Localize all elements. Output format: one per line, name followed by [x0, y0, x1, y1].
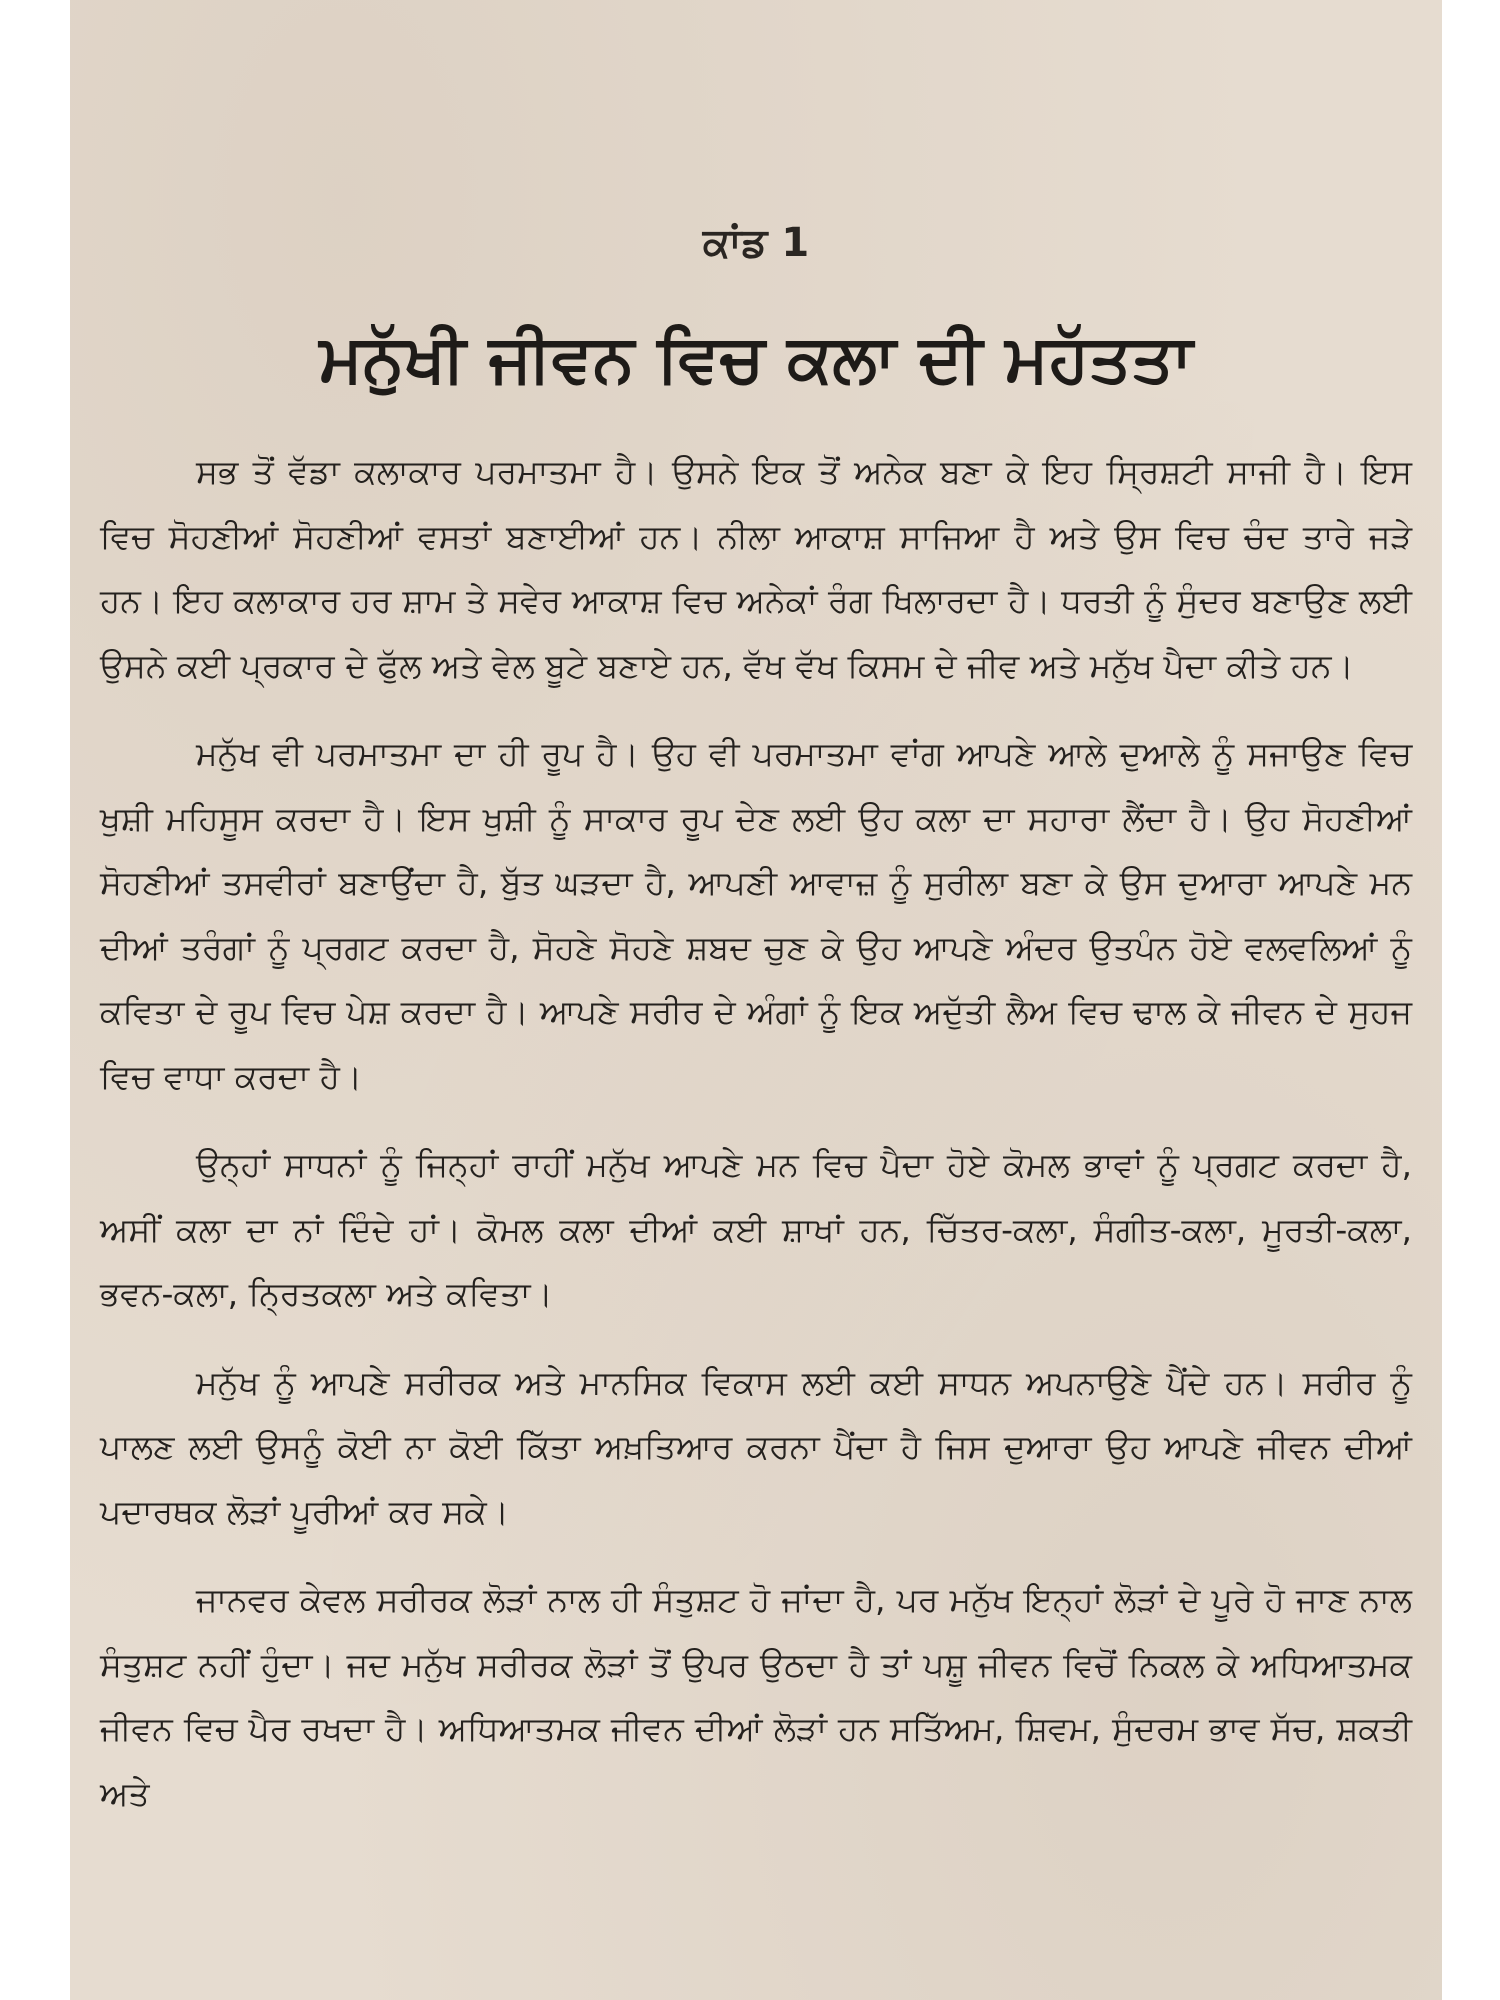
paragraph-2: ਮਨੁੱਖ ਵੀ ਪਰਮਾਤਮਾ ਦਾ ਹੀ ਰੂਪ ਹੈ। ਉਹ ਵੀ ਪਰਮਾਤਮਾ ਵਾਂਗ ਆਪਣੇ ਆਲੇ ਦੁਆਲੇ ਨੂੰ ਸਜਾਉਣ ਵਿਚ ਖੁਸ਼ੀ ਮਹਿਸੂਸ ਕਰਦਾ ਹੈ। ਇਸ ਖੁਸ਼ੀ ਨੂੰ ਸਾਕਾਰ ਰੂਪ ਦੇਣ ਲਈ ਉਹ ਕਲਾ ਦਾ ਸਹਾਰਾ ਲੈਂਦਾ ਹੈ। ਉਹ ਸੋਹਣੀਆਂ ਸੋਹਣੀਆਂ ਤਸਵੀਰਾਂ ਬਣਾਉਂਦਾ ਹੈ, ਬੁੱਤ ਘੜਦਾ ਹੈ, ਆਪਣੀ ਆਵਾਜ਼ ਨੂੰ ਸੁਰੀਲਾ ਬਣਾ ਕੇ ਉਸ ਦੁਆਰਾ ਆਪਣੇ ਮਨ ਦੀਆਂ ਤਰੰਗਾਂ ਨੂੰ ਪ੍ਰਗਟ ਕਰਦਾ ਹੈ, ਸੋਹਣੇ ਸੋਹਣੇ ਸ਼ਬਦ ਚੁਣ ਕੇ ਉਹ ਆਪਣੇ ਅੰਦਰ ਉਤਪੰਨ ਹੋਏ ਵਲਵਲਿਆਂ ਨੂੰ ਕਵਿਤਾ ਦੇ ਰੂਪ ਵਿਚ ਪੇਸ਼ ਕਰਦਾ ਹੈ। ਆਪਣੇ ਸਰੀਰ ਦੇ ਅੰਗਾਂ ਨੂੰ ਇਕ ਅਦੁੱਤੀ ਲੈਅ ਵਿਚ ਢਾਲ ਕੇ ਜੀਵਨ ਦੇ ਸੁਹਜ ਵਿਚ ਵਾਧਾ ਕਰਦਾ ਹੈ। — [100, 734, 1412, 1096]
paragraph-1: ਸਭ ਤੋਂ ਵੱਡਾ ਕਲਾਕਾਰ ਪਰਮਾਤਮਾ ਹੈ। ਉਸਨੇ ਇਕ ਤੋਂ ਅਨੇਕ ਬਣਾ ਕੇ ਇਹ ਸ੍ਰਿਸ਼ਟੀ ਸਾਜੀ ਹੈ। ਇਸ ਵਿਚ ਸੋਹਣੀਆਂ ਸੋਹਣੀਆਂ ਵਸਤਾਂ ਬਣਾਈਆਂ ਹਨ। ਨੀਲਾ ਆਕਾਸ਼ ਸਾਜਿਆ ਹੈ ਅਤੇ ਉਸ ਵਿਚ ਚੰਦ ਤਾਰੇ ਜੜੇ ਹਨ। ਇਹ ਕਲਾਕਾਰ ਹਰ ਸ਼ਾਮ ਤੇ ਸਵੇਰ ਆਕਾਸ਼ ਵਿਚ ਅਨੇਕਾਂ ਰੰਗ ਖਿਲਾਰਦਾ ਹੈ। ਧਰਤੀ ਨੂੰ ਸੁੰਦਰ ਬਣਾਉਣ ਲਈ ਉਸਨੇ ਕਈ ਪ੍ਰਕਾਰ ਦੇ ਫੁੱਲ ਅਤੇ ਵੇਲ ਬੂਟੇ ਬਣਾਏ ਹਨ, ਵੱਖ ਵੱਖ ਕਿਸਮ ਦੇ ਜੀਵ ਅਤੇ ਮਨੁੱਖ ਪੈਦਾ ਕੀਤੇ ਹਨ। — [100, 452, 1412, 685]
paragraph-5: ਜਾਨਵਰ ਕੇਵਲ ਸਰੀਰਕ ਲੋੜਾਂ ਨਾਲ ਹੀ ਸੰਤੁਸ਼ਟ ਹੋ ਜਾਂਦਾ ਹੈ, ਪਰ ਮਨੁੱਖ ਇਨ੍ਹਾਂ ਲੋੜਾਂ ਦੇ ਪੂਰੇ ਹੋ ਜਾਣ ਨਾਲ ਸੰਤੁਸ਼ਟ ਨਹੀਂ ਹੁੰਦਾ। ਜਦ ਮਨੁੱਖ ਸਰੀਰਕ ਲੋੜਾਂ ਤੋਂ ਉਪਰ ਉਠਦਾ ਹੈ ਤਾਂ ਪਸ਼ੂ ਜੀਵਨ ਵਿਚੋਂ ਨਿਕਲ ਕੇ ਅਧਿਆਤਮਕ ਜੀਵਨ ਵਿਚ ਪੈਰ ਰਖਦਾ ਹੈ। ਅਧਿਆਤਮਕ ਜੀਵਨ ਦੀਆਂ ਲੋੜਾਂ ਹਨ ਸਤਿੱਅਮ, ਸ਼ਿਵਮ, ਸੁੰਦਰਮ ਭਾਵ ਸੱਚ, ਸ਼ਕਤੀ ਅਤੇ — [100, 1580, 1412, 1813]
paragraph-4: ਮਨੁੱਖ ਨੂੰ ਆਪਣੇ ਸਰੀਰਕ ਅਤੇ ਮਾਨਸਿਕ ਵਿਕਾਸ ਲਈ ਕਈ ਸਾਧਨ ਅਪਨਾਉਣੇ ਪੈਂਦੇ ਹਨ। ਸਰੀਰ ਨੂੰ ਪਾਲਣ ਲਈ ਉਸਨੂੰ ਕੋਈ ਨਾ ਕੋਈ ਕਿੱਤਾ ਅਖ਼ਤਿਆਰ ਕਰਨਾ ਪੈਂਦਾ ਹੈ ਜਿਸ ਦੁਆਰਾ ਉਹ ਆਪਣੇ ਜੀਵਨ ਦੀਆਂ ਪਦਾਰਥਕ ਲੋੜਾਂ ਪੂਰੀਆਂ ਕਰ ਸਕੇ। — [100, 1362, 1412, 1531]
paragraph-3: ਉਨ੍ਹਾਂ ਸਾਧਨਾਂ ਨੂੰ ਜਿਨ੍ਹਾਂ ਰਾਹੀਂ ਮਨੁੱਖ ਆਪਣੇ ਮਨ ਵਿਚ ਪੈਦਾ ਹੋਏ ਕੋਮਲ ਭਾਵਾਂ ਨੂੰ ਪ੍ਰਗਟ ਕਰਦਾ ਹੈ, ਅਸੀਂ ਕਲਾ ਦਾ ਨਾਂ ਦਿੰਦੇ ਹਾਂ। ਕੋਮਲ ਕਲਾ ਦੀਆਂ ਕਈ ਸ਼ਾਖਾਂ ਹਨ, ਚਿੱਤਰ-ਕਲਾ, ਸੰਗੀਤ-ਕਲਾ, ਮੂਰਤੀ-ਕਲਾ, ਭਵਨ-ਕਲਾ, ਨ੍ਰਿਤਕਲਾ ਅਤੇ ਕਵਿਤਾ। — [100, 1145, 1412, 1313]
book-page — [70, 0, 1442, 2000]
chapter-label: ਕਾਂਡ 1 — [702, 220, 810, 266]
body-text — [100, 440, 1412, 1850]
page-title: ਮਨੁੱਖੀ ਜੀਵਨ ਵਿਚ ਕਲਾ ਦੀ ਮਹੱਤਤਾ — [319, 320, 1193, 397]
